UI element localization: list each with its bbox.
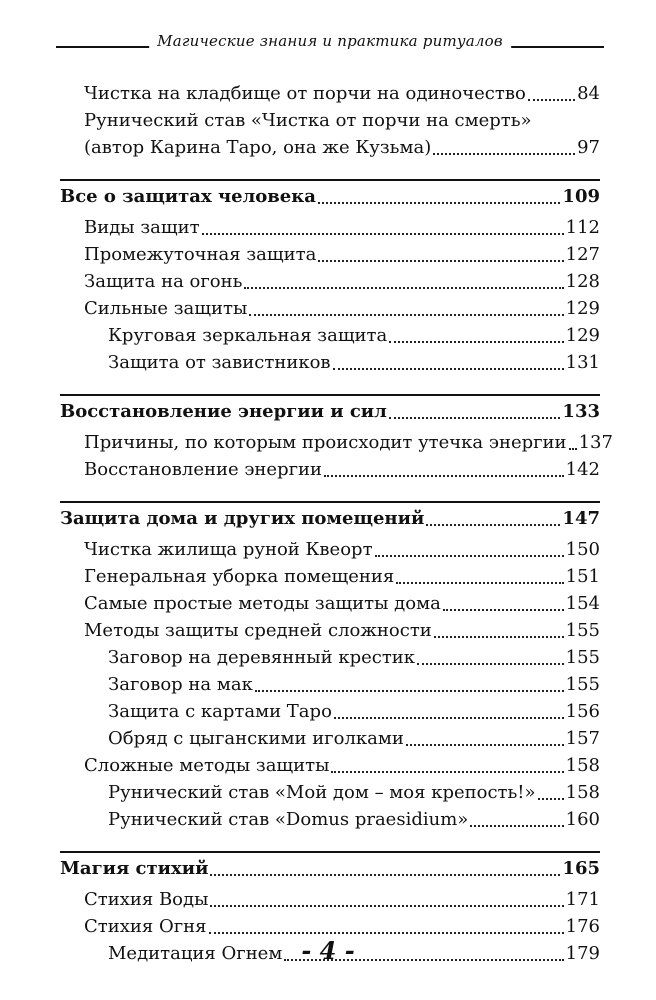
leader-dots bbox=[255, 689, 564, 692]
toc-subentry[interactable] bbox=[60, 806, 600, 833]
toc-entry[interactable] bbox=[60, 295, 600, 322]
toc-entry-page: 179 bbox=[565, 943, 600, 964]
toc-entry-page: 84 bbox=[577, 83, 600, 104]
toc-entry[interactable] bbox=[60, 456, 600, 483]
leader-dots bbox=[244, 286, 563, 289]
toc-entry[interactable] bbox=[60, 590, 600, 617]
leader-dots bbox=[470, 824, 563, 827]
leader-dots bbox=[528, 98, 575, 101]
toc-entry-label: Заговор на деревянный крестик bbox=[108, 647, 416, 668]
toc-entry-label: Генеральная уборка помещения bbox=[84, 566, 395, 587]
section-divider bbox=[60, 394, 600, 396]
leader-dots bbox=[434, 635, 564, 638]
leader-dots bbox=[318, 259, 563, 262]
leader-dots bbox=[426, 523, 560, 526]
toc-entry-page: 158 bbox=[565, 782, 600, 803]
toc-entry-page: 129 bbox=[565, 298, 600, 319]
toc-entry-page: 176 bbox=[565, 916, 600, 937]
toc-entry[interactable] bbox=[60, 268, 600, 295]
toc-section-label: Магия стихий bbox=[60, 858, 209, 879]
toc-entry-label: Рунический став «Domus praesidium» bbox=[108, 809, 469, 830]
toc-subentry[interactable] bbox=[60, 349, 600, 376]
toc-entry[interactable] bbox=[60, 80, 600, 107]
toc-entry[interactable] bbox=[60, 752, 600, 779]
toc-entry-label: Причины, по которым происходит утечка энергии bbox=[84, 432, 567, 453]
toc-entry-page: 150 bbox=[565, 539, 600, 560]
toc-entry-page: 127 bbox=[565, 244, 600, 265]
leader-dots bbox=[331, 770, 563, 773]
toc-entry-label: Стихия Воды bbox=[84, 889, 209, 910]
toc-section[interactable] bbox=[60, 183, 600, 210]
toc-entry-page: 158 bbox=[565, 755, 600, 776]
toc-entry-label: Виды защит bbox=[84, 217, 200, 238]
toc-entry-label: Восстановление энергии bbox=[84, 459, 323, 480]
toc-subentry[interactable] bbox=[60, 725, 600, 752]
toc-entry-label: Стихия Огня bbox=[84, 916, 207, 937]
table-of-contents bbox=[60, 80, 613, 967]
toc-section[interactable] bbox=[60, 855, 600, 882]
header-title: Магические знания и практика ритуалов bbox=[149, 32, 511, 50]
toc-entry[interactable] bbox=[60, 241, 600, 268]
leader-dots bbox=[249, 313, 563, 316]
toc-entry-page: 137 bbox=[578, 432, 613, 453]
toc-entry-label: Защита с картами Таро bbox=[108, 701, 332, 722]
toc-section-label: Все о защитах человека bbox=[60, 186, 316, 207]
toc-entry-label: Сложные методы защиты bbox=[84, 755, 330, 776]
toc-entry-label: Защита на огонь bbox=[84, 271, 243, 292]
leader-dots bbox=[202, 232, 564, 235]
leader-dots bbox=[396, 581, 563, 584]
toc-section-page: 133 bbox=[562, 401, 600, 422]
toc-entry[interactable] bbox=[60, 214, 600, 241]
toc-entry-label: Самые простые методы защиты дома bbox=[84, 593, 441, 614]
toc-entry-label: Обряд с цыганскими иголками bbox=[108, 728, 404, 749]
toc-entry[interactable] bbox=[60, 886, 600, 913]
section-divider bbox=[60, 179, 600, 181]
leader-dots bbox=[417, 662, 564, 665]
toc-section-page: 165 bbox=[562, 858, 600, 879]
section-divider bbox=[60, 851, 600, 853]
toc-entry-label: Чистка жилища руной Квеорт bbox=[84, 539, 373, 560]
leader-dots bbox=[209, 931, 564, 934]
toc-entry[interactable] bbox=[60, 563, 600, 590]
toc-entry-page: 154 bbox=[565, 593, 600, 614]
toc-section-label: Защита дома и других помещений bbox=[60, 508, 425, 529]
leader-dots bbox=[210, 873, 560, 876]
toc-entry[interactable] bbox=[60, 536, 600, 563]
leader-dots bbox=[443, 608, 564, 611]
section-divider bbox=[60, 501, 600, 503]
toc-entry-page: 112 bbox=[565, 217, 600, 238]
toc-entry-label: Промежуточная защита bbox=[84, 244, 317, 265]
toc-entry-label: Заговор на мак bbox=[108, 674, 253, 695]
toc-section[interactable] bbox=[60, 505, 600, 532]
toc-entry-page: 131 bbox=[565, 352, 600, 373]
toc-entry-label: (автор Карина Таро, она же Кузьма) bbox=[84, 137, 432, 158]
toc-entry-label: Рунический став «Мой дом – моя крепость!» bbox=[108, 782, 536, 803]
running-header bbox=[56, 26, 604, 56]
leader-dots bbox=[375, 554, 564, 557]
toc-entry-label: Сильные защиты bbox=[84, 298, 248, 319]
page-number: - 4 - bbox=[301, 936, 355, 965]
toc-subentry[interactable] bbox=[60, 322, 600, 349]
toc-entry-page: 160 bbox=[565, 809, 600, 830]
toc-entry-label: Рунический став «Чистка от порчи на смерть» bbox=[84, 110, 532, 131]
toc-entry-page: 129 bbox=[565, 325, 600, 346]
toc-entry-label: Медитация Огнем bbox=[108, 943, 283, 964]
toc-subentry[interactable] bbox=[60, 671, 600, 698]
toc-section-label: Восстановление энергии и сил bbox=[60, 401, 387, 422]
toc-section-page: 109 bbox=[562, 186, 600, 207]
toc-entry-page: 155 bbox=[565, 647, 600, 668]
toc-entry-page: 142 bbox=[565, 459, 600, 480]
toc-entry-page: 97 bbox=[577, 137, 600, 158]
toc-section[interactable] bbox=[60, 398, 600, 425]
toc-subentry[interactable] bbox=[60, 644, 600, 671]
toc-entry-page: 128 bbox=[565, 271, 600, 292]
toc-entry-page: 155 bbox=[565, 620, 600, 641]
toc-entry-label: Методы защиты средней сложности bbox=[84, 620, 432, 641]
leader-dots bbox=[406, 743, 564, 746]
leader-dots bbox=[433, 152, 575, 155]
toc-entry[interactable] bbox=[60, 107, 600, 134]
leader-dots bbox=[334, 716, 564, 719]
toc-entry-page: 156 bbox=[565, 701, 600, 722]
leader-dots bbox=[318, 201, 561, 204]
leader-dots bbox=[333, 367, 564, 370]
toc-entry-continuation[interactable] bbox=[60, 134, 600, 161]
toc-entry-page: 171 bbox=[565, 889, 600, 910]
toc-entry[interactable] bbox=[60, 617, 600, 644]
leader-dots bbox=[569, 447, 577, 450]
leader-dots bbox=[389, 416, 561, 419]
toc-subentry[interactable] bbox=[60, 779, 600, 806]
toc-entry-label: Защита от завистников bbox=[108, 352, 331, 373]
toc-entry-label: Чистка на кладбище от порчи на одиночество bbox=[84, 83, 526, 104]
leader-dots bbox=[210, 904, 563, 907]
toc-entry-page: 155 bbox=[565, 674, 600, 695]
toc-entry[interactable] bbox=[60, 429, 613, 456]
leader-dots bbox=[538, 797, 564, 800]
toc-section-page: 147 bbox=[562, 508, 600, 529]
leader-dots bbox=[324, 474, 564, 477]
toc-entry-page: 157 bbox=[565, 728, 600, 749]
toc-entry-label: Круговая зеркальная защита bbox=[108, 325, 388, 346]
leader-dots bbox=[389, 340, 563, 343]
toc-entry-page: 151 bbox=[565, 566, 600, 587]
toc-subentry[interactable] bbox=[60, 698, 600, 725]
